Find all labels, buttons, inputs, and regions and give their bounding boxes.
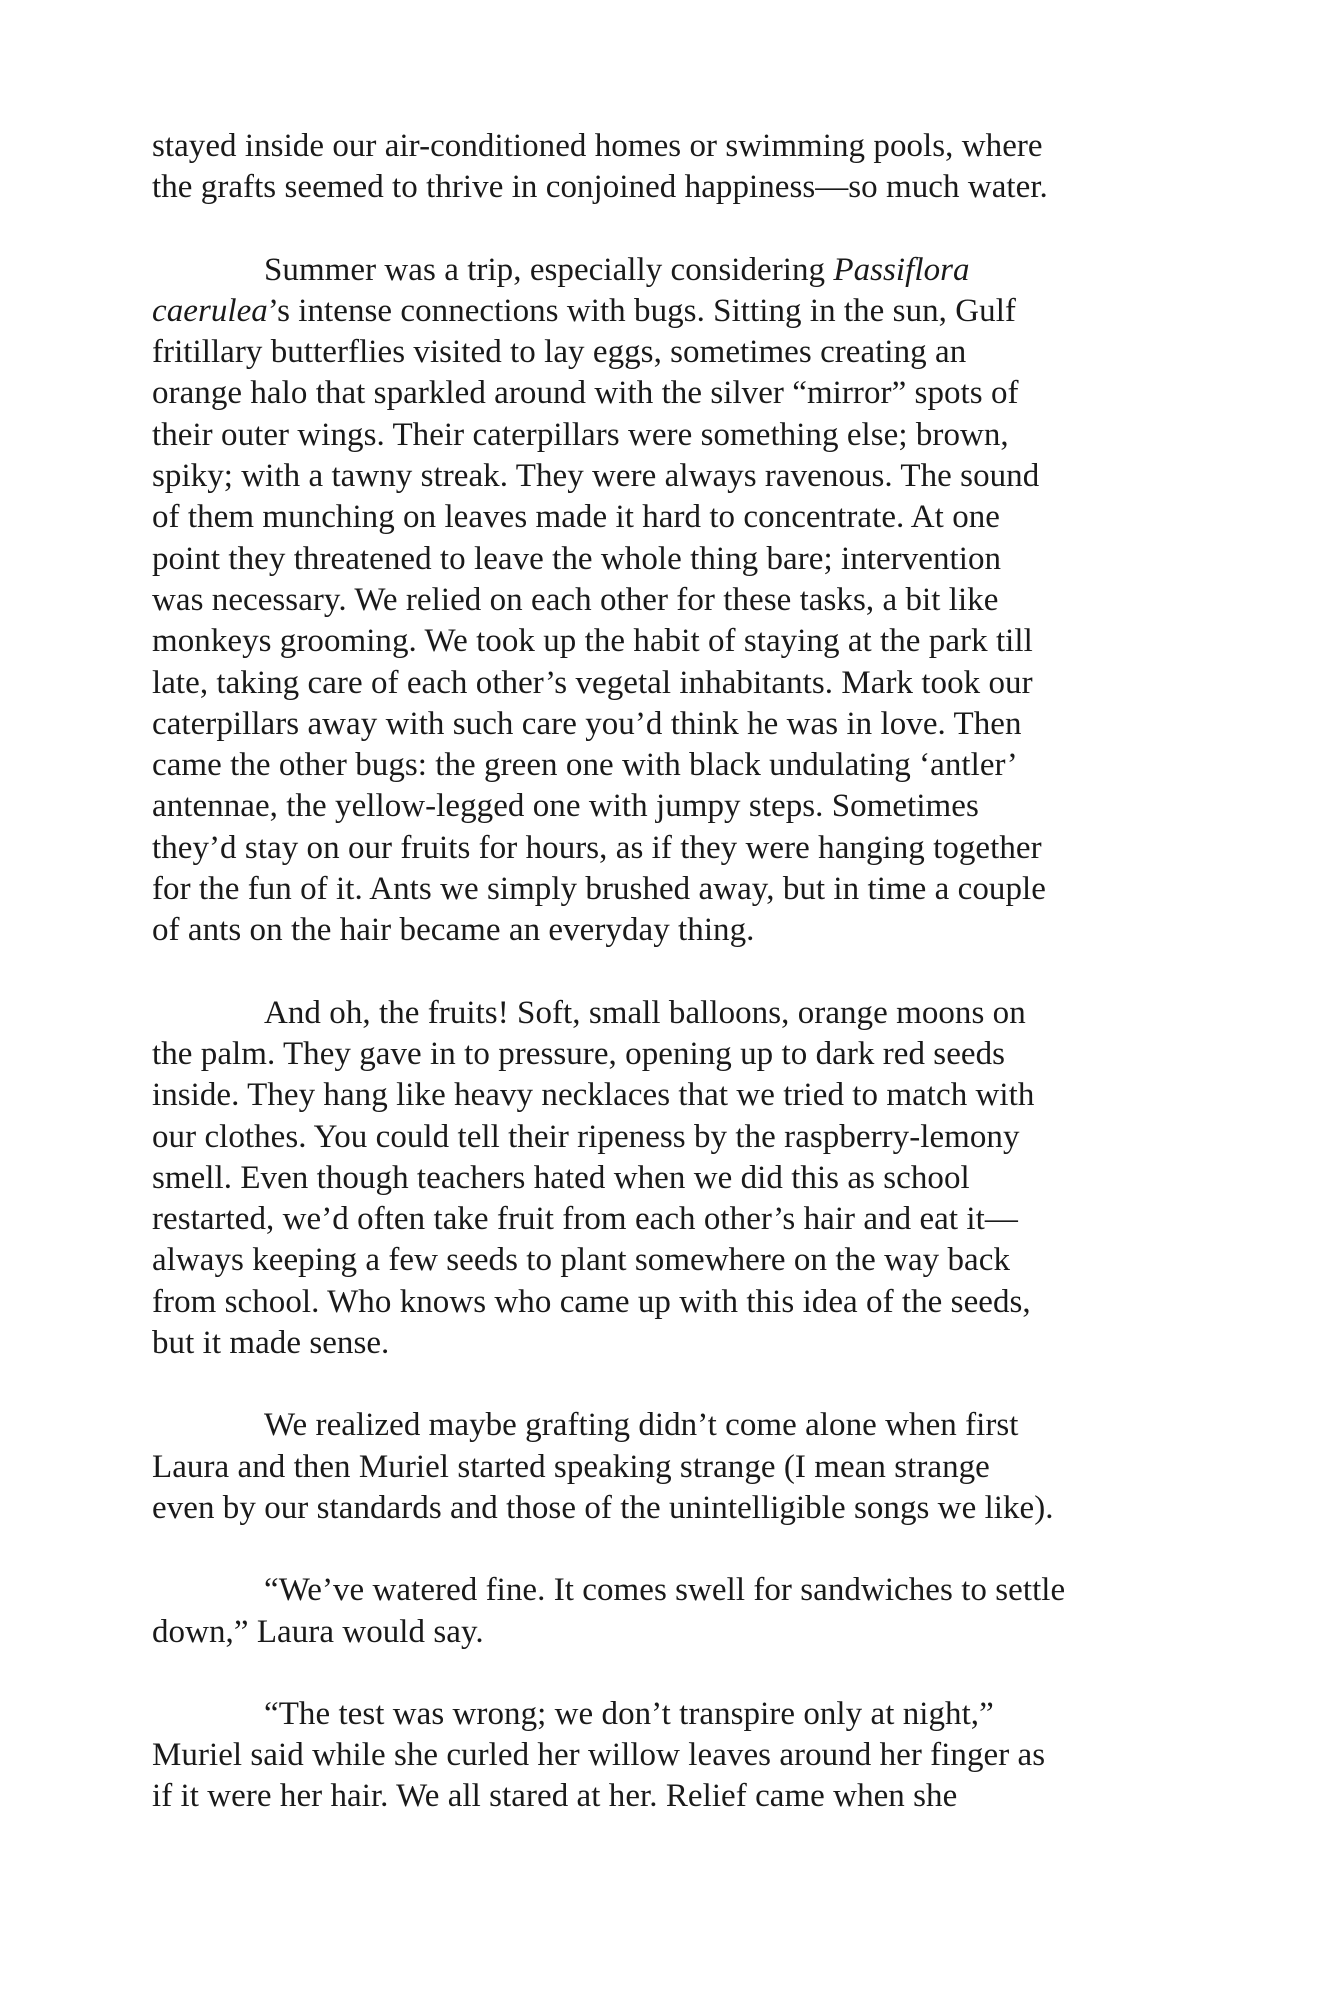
- text-segment: restarted, we’d often take fruit from each other’s hair and eat it—: [152, 1201, 1018, 1238]
- text-line: [152, 1323, 1212, 1364]
- text-segment: down,” Laura would say.: [152, 1613, 484, 1650]
- paragraph: [152, 1570, 1212, 1653]
- text-segment: antennae, the yellow-legged one with jumpy steps. Sometimes: [152, 788, 979, 825]
- text-line: [152, 1447, 1212, 1488]
- text-segment: And oh, the fruits! Soft, small balloons, orange moons on: [264, 994, 1026, 1031]
- text-line: [152, 745, 1212, 786]
- body-text: [152, 126, 1212, 1818]
- text-line: [152, 1199, 1212, 1240]
- text-line: [152, 1282, 1212, 1323]
- text-segment: We realized maybe grafting didn’t come alone when first: [264, 1407, 1019, 1444]
- text-line: [152, 1612, 1212, 1653]
- text-line: [152, 1776, 1212, 1817]
- text-segment: caerulea: [152, 292, 268, 329]
- text-line: [152, 1034, 1212, 1075]
- text-segment: point they threatened to leave the whole thing bare; intervention: [152, 540, 1002, 577]
- text-segment: Summer was a trip, especially considering: [264, 251, 834, 288]
- text-line: [152, 497, 1212, 538]
- text-segment: caterpillars away with such care you’d think he was in love. Then: [152, 705, 1022, 742]
- text-line: [152, 332, 1212, 373]
- text-segment: even by our standards and those of the unintelligible songs we like).: [152, 1489, 1054, 1526]
- text-segment: the palm. They gave in to pressure, opening up to dark red seeds: [152, 1035, 1006, 1072]
- text-segment: smell. Even though teachers hated when we did this as school: [152, 1159, 970, 1196]
- text-line: [152, 580, 1212, 621]
- text-line: [152, 621, 1212, 662]
- text-line: [152, 704, 1212, 745]
- text-segment: spiky; with a tawny streak. They were always ravenous. The sound: [152, 458, 1040, 495]
- text-segment: inside. They hang like heavy necklaces that we tried to match with: [152, 1077, 1035, 1114]
- text-segment: late, taking care of each other’s vegetal inhabitants. Mark took our: [152, 664, 1033, 701]
- text-segment: they’d stay on our fruits for hours, as if they were hanging together: [152, 829, 1042, 866]
- text-segment: always keeping a few seeds to plant somewhere on the way back: [152, 1242, 1011, 1279]
- text-segment: stayed inside our air-conditioned homes or swimming pools, where: [152, 128, 1043, 164]
- text-segment: our clothes. You could tell their ripeness by the raspberry-lemony: [152, 1118, 1020, 1155]
- text-segment: ’s intense connections with bugs. Sitting in the sun, Gulf: [267, 292, 1016, 329]
- text-line: [152, 250, 1212, 291]
- text-segment: fritillary butterflies visited to lay eggs, sometimes creating an: [152, 334, 967, 371]
- text-line: [152, 869, 1212, 910]
- text-segment: their outer wings. Their caterpillars were something else; brown,: [152, 416, 1009, 453]
- text-line: [152, 1117, 1212, 1158]
- text-line: [152, 786, 1212, 827]
- text-line: [152, 910, 1212, 951]
- text-line: [152, 373, 1212, 414]
- text-segment: from school. Who knows who came up with this idea of the seeds,: [152, 1283, 1031, 1320]
- text-segment: Laura and then Muriel started speaking strange (I mean strange: [152, 1448, 990, 1485]
- text-line: [152, 539, 1212, 580]
- text-line: [152, 1075, 1212, 1116]
- text-line: [152, 1158, 1212, 1199]
- text-segment: orange halo that sparkled around with the silver “mirror” spots of: [152, 375, 1019, 412]
- text-line: [152, 415, 1212, 456]
- text-segment: if it were her hair. We all stared at her. Relief came when she: [152, 1778, 958, 1815]
- text-segment: was necessary. We relied on each other for these tasks, a bit like: [152, 581, 999, 618]
- paragraph: [152, 993, 1212, 1365]
- paragraph: [152, 1694, 1212, 1818]
- text-line: [152, 663, 1212, 704]
- text-line: [152, 167, 1212, 208]
- text-line: [152, 1694, 1212, 1735]
- paragraph: [152, 250, 1212, 952]
- text-segment: “We’ve watered fine. It comes swell for sandwiches to settle: [264, 1572, 1066, 1609]
- paragraph: [152, 1405, 1212, 1529]
- text-segment: “The test was wrong; we don’t transpire only at night,”: [264, 1695, 994, 1732]
- text-segment: came the other bugs: the green one with black undulating ‘antler’: [152, 747, 1018, 784]
- text-segment: Passiflora: [833, 251, 970, 288]
- text-segment: of them munching on leaves made it hard to concentrate. At one: [152, 499, 1000, 536]
- text-line: [152, 456, 1212, 497]
- text-line: [152, 1488, 1212, 1529]
- paragraph: [152, 126, 1212, 209]
- text-line: [152, 291, 1212, 332]
- text-line: [152, 1735, 1212, 1776]
- text-line: [152, 828, 1212, 869]
- text-segment: but it made sense.: [152, 1325, 390, 1362]
- text-line: [152, 1405, 1212, 1446]
- text-segment: of ants on the hair became an everyday thing.: [152, 912, 755, 949]
- text-line: [152, 1570, 1212, 1611]
- text-segment: Muriel said while she curled her willow leaves around her finger as: [152, 1737, 1046, 1774]
- text-line: [152, 1240, 1212, 1281]
- text-segment: the grafts seemed to thrive in conjoined happiness—so much water.: [152, 169, 1048, 206]
- text-segment: for the fun of it. Ants we simply brushed away, but in time a couple: [152, 871, 1046, 908]
- text-line: [152, 126, 1212, 167]
- text-segment: monkeys grooming. We took up the habit of staying at the park till: [152, 623, 1033, 660]
- text-line: [152, 993, 1212, 1034]
